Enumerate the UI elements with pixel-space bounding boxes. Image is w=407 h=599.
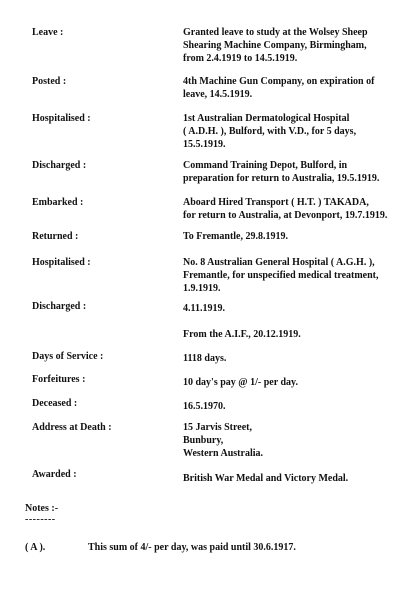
value-line: 15.5.1919. — [183, 139, 226, 150]
label-discharged-2: Discharged : — [32, 301, 87, 312]
value-line: for return to Australia, at Devonport, 19.7.1919. — [183, 210, 388, 221]
value-line: 1st Australian Dermatological Hospital — [183, 113, 350, 124]
value-line: 16.5.1970. — [183, 401, 226, 412]
value-leave — [183, 26, 398, 65]
value-aif-discharge — [183, 328, 398, 341]
label-days-of-service: Days of Service : — [32, 351, 104, 362]
value-line: Bunbury, — [183, 435, 224, 446]
value-discharged-2 — [183, 302, 398, 315]
value-line: No. 8 Australian General Hospital ( A.G.H. ), — [183, 257, 375, 268]
label-leave: Leave : — [32, 27, 64, 38]
value-line: 10 day's pay @ 1/- per day. — [183, 377, 298, 388]
note-key: ( A ). — [25, 542, 46, 553]
value-line: from 2.4.1919 to 14.5.1919. — [183, 53, 298, 64]
notes-heading: Notes :- — [25, 503, 59, 514]
value-line: 4.11.1919. — [183, 303, 225, 314]
label-embarked: Embarked : — [32, 197, 84, 208]
label-forfeitures: Forfeitures : — [32, 374, 86, 385]
value-line: 1.9.1919. — [183, 283, 221, 294]
value-forfeitures — [183, 376, 398, 389]
value-posted — [183, 75, 398, 101]
value-line: preparation for return to Australia, 19.5.1919. — [183, 173, 380, 184]
value-line: Fremantle, for unspecified medical treatment, — [183, 270, 379, 281]
label-hospitalised: Hospitalised : — [32, 113, 91, 124]
label-posted: Posted : — [32, 76, 67, 87]
value-hospitalised — [183, 112, 398, 151]
notes-underline: -------- — [25, 514, 56, 525]
value-line: British War Medal and Victory Medal. — [183, 473, 349, 484]
value-hospitalised-2 — [183, 256, 398, 295]
note-text: This sum of 4/- per day, was paid until 30.6.1917. — [88, 542, 296, 553]
label-awarded: Awarded : — [32, 469, 77, 480]
value-line: To Fremantle, 29.8.1919. — [183, 231, 288, 242]
label-discharged: Discharged : — [32, 160, 87, 171]
value-returned — [183, 230, 398, 243]
value-embarked — [183, 196, 398, 222]
value-line: Western Australia. — [183, 448, 263, 459]
value-discharged — [183, 159, 398, 185]
value-line: 1118 days. — [183, 353, 227, 364]
value-line: Shearing Machine Company, Birmingham, — [183, 40, 367, 51]
value-line: Granted leave to study at the Wolsey Sheep — [183, 27, 368, 38]
value-line: 4th Machine Gun Company, on expiration of — [183, 76, 375, 87]
value-line: Command Training Depot, Bulford, in — [183, 160, 348, 171]
value-address-at-death — [183, 421, 398, 460]
value-line: From the A.I.F., 20.12.1919. — [183, 329, 301, 340]
label-returned: Returned : — [32, 231, 79, 242]
value-line: ( A.D.H. ), Bulford, with V.D., for 5 days, — [183, 126, 357, 137]
value-line: 15 Jarvis Street, — [183, 422, 252, 433]
value-days-of-service — [183, 352, 398, 365]
label-deceased: Deceased : — [32, 398, 78, 409]
value-deceased — [183, 400, 398, 413]
value-line: Aboard Hired Transport ( H.T. ) TAKADA, — [183, 197, 369, 208]
value-awarded — [183, 472, 398, 485]
label-hospitalised-2: Hospitalised : — [32, 257, 91, 268]
label-address-at-death: Address at Death : — [32, 422, 112, 433]
value-line: leave, 14.5.1919. — [183, 89, 253, 100]
